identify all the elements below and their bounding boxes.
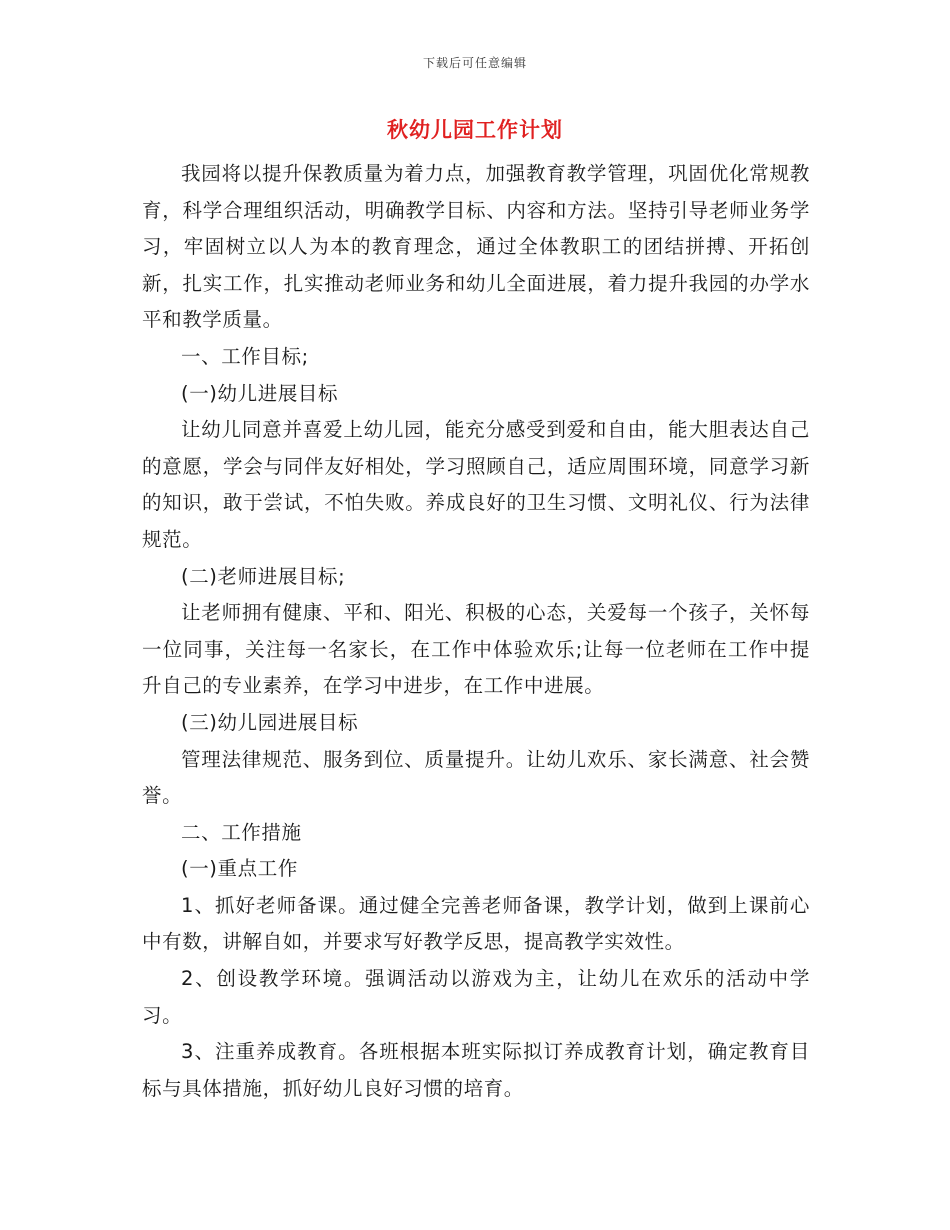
subheading-child-goals: (一)幼儿进展目标 (181, 381, 339, 405)
heading-work-measures: 二、工作措施 (181, 820, 302, 844)
paragraph-kindergarten-goals: 管理法律规范、服务到位、质量提升。让幼儿欢乐、家长满意、社会赞誉。 (142, 747, 810, 808)
heading-work-goals: 一、工作目标; (181, 344, 309, 368)
subheading-key-work: (一)重点工作 (181, 857, 298, 881)
subheading-teacher-goals: (二)老师进展目标; (181, 564, 346, 588)
paragraph-teacher-goals: 让老师拥有健康、平和、阳光、积极的心态，关爱每一个孩子，关怀每一位同事，关注每一名家长，在工作中体验欢乐;让每一位老师在工作中提升自己的专业素养，在学习中进步，在工作中进展。 (142, 601, 810, 698)
list-item-teaching-environment: 2、创设教学环境。强调活动以游戏为主，让幼儿在欢乐的活动中学习。 (142, 967, 810, 1027)
document-title: 秋幼儿园工作计划 (387, 118, 563, 142)
list-item-habit-education: 3、注重养成教育。各班根据本班实际拟订养成教育计划，确定教育目标与具体措施，抓好幼儿良好习惯的培育。 (142, 1040, 810, 1100)
list-item-lesson-prep: 1、抓好老师备课。通过健全完善老师备课，教学计划，做到上课前心中有数，讲解自如，并要求写好教学反思，提高教学实效性。 (142, 893, 810, 954)
subheading-kindergarten-goals: (三)幼儿园进展目标 (181, 710, 359, 734)
paragraph-intro: 我园将以提升保教质量为着力点，加强教育教学管理，巩固优化常规教育，科学合理组织活动，明确教学目标、内容和方法。坚持引导老师业务学习，牢固树立以人为本的教育理念，通过全体教职工的团结拼搏、开拓创新，扎实工作，扎实推动老师业务和幼儿全面进展，着力提升我园的办学水平和教学质量。 (142, 162, 810, 332)
paragraph-child-goals: 让幼儿同意并喜爱上幼儿园，能充分感受到爱和自由，能大胆表达自己的意愿，学会与同伴友好相处，学习照顾自己，适应周围环境，同意学习新的知识，敢于尝试，不怕失败。养成良好的卫生习惯、文明礼仪、行为法律规范。 (142, 418, 810, 551)
document-body (142, 156, 810, 1107)
header-note: 下载后可任意编辑 (422, 56, 527, 70)
